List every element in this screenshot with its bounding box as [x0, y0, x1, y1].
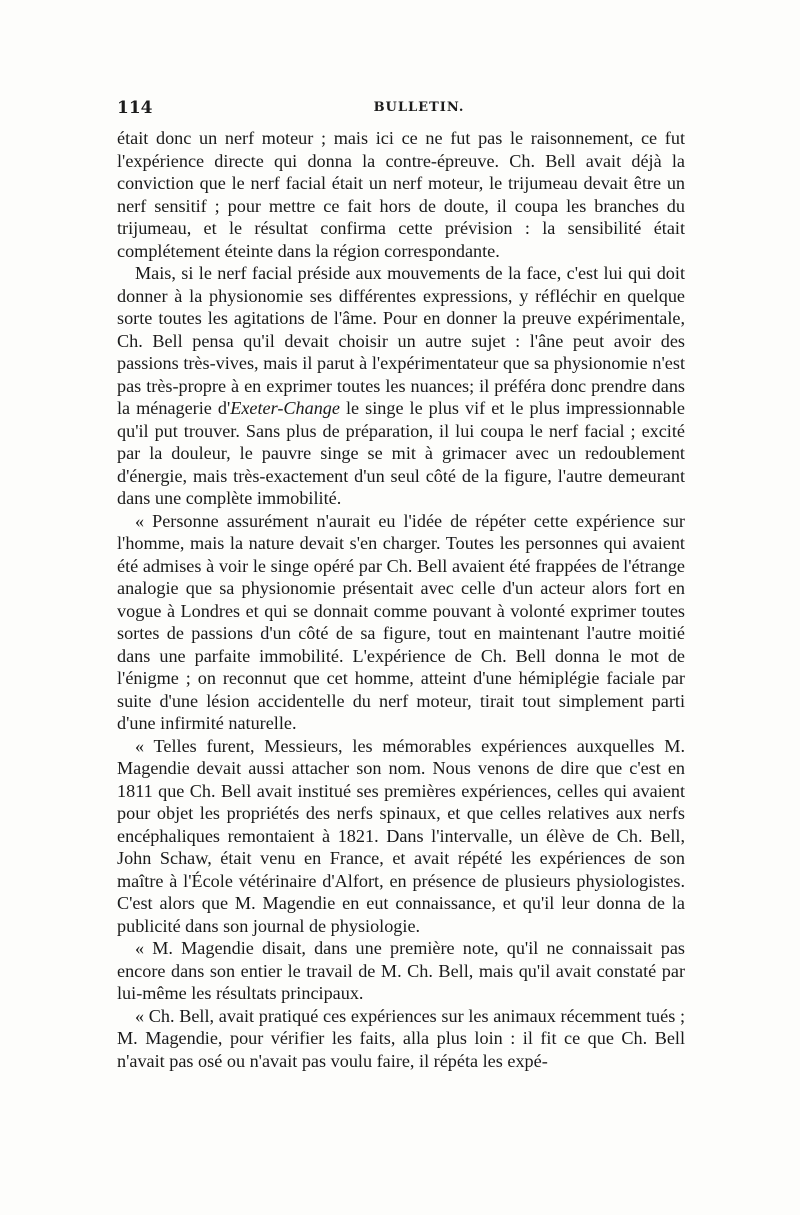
paragraph-3: « Personne assurément n'aurait eu l'idée de répéter cette expérience sur l'homme, mais la nature devait s'en charger. Toutes les personnes qui avaient été admises à voir le singe opéré par Ch. Bell avaient été frappées de l'étrange analogie que sa physionomie présentait avec celle d'un acteur alors fort en vogue à Londres et qui se donnait comme pouvant à volonté exprimer toutes sortes de passions d'un côté de sa figure, tout en maintenant l'autre moitié dans une parfaite immobilité. L'expérience de Ch. Bell donna le mot de l'énigme ; on reconnut que cet homme, atteint d'une hémiplégie faciale par suite d'une lésion accidentelle du nerf moteur, tirait tout simplement parti d'une infirmité naturelle.	[117, 510, 685, 733]
page-number: 114	[117, 98, 153, 118]
paragraph-5: « M. Magendie disait, dans une première note, qu'il ne connaissait pas encore dans son entier le travail de M. Ch. Bell, mais qu'il avait constaté par lui-même les résultats principaux.	[117, 938, 685, 1003]
paragraph-2	[117, 262, 685, 510]
paragraph-1: était donc un nerf moteur ; mais ici ce ne fut pas le raisonnement, ce fut l'expérience directe qui donna la contre-épreuve. Ch. Bell avait déjà la conviction que le nerf facial était un nerf moteur, le trijumeau devait être un nerf sensitif ; pour mettre ce fait hors de doute, il coupa les branches du trijumeau, et le résultat confirma cette prévision : la sensibilité était complétement éteinte dans la région correspondante.	[117, 128, 685, 261]
body-text	[117, 127, 685, 1072]
paragraph-2-part-1: Mais, si le nerf facial préside aux mouvements de la face, c'est lui qui doit donner à la physionomie ses différentes expressions, y réfléchir en quelque sorte toutes les agitations de l'âme. Pour en donner la preuve expérimentale, Ch. Bell pensa qu'il devait choisir un autre sujet : l'âne peut avoir des passions très-vives, mais il parut à l'expérimentateur que sa physionomie n'est pas très-propre à en exprimer toutes les nuances; il préféra donc prendre dans la ménagerie d'	[117, 263, 685, 418]
page-header	[117, 98, 685, 122]
italic-place-name: Exeter-Change	[230, 398, 340, 418]
paragraph-4: « Telles furent, Messieurs, les mémorables expériences auxquelles M. Magendie devait aussi attacher son nom. Nous venons de dire que c'est en 1811 que Ch. Bell avait institué ses premières expériences, celles qui avaient pour objet les propriétés des nerfs spinaux, et que celles relatives aux nerfs encéphaliques remontaient à 1821. Dans l'intervalle, un élève de Ch. Bell, John Schaw, était venu en France, et avait répété les expériences de son maître à l'École vétérinaire d'Alfort, en présence de plusieurs physiologistes. C'est alors que M. Magendie en eut connaissance, et qu'il leur donna de la publicité dans son journal de physiologie.	[117, 735, 685, 936]
running-head: BULLETIN.	[373, 100, 465, 115]
paragraph-2-part-2: le singe le plus vif et le plus impressionnable qu'il put trouver. Sans plus de préparation, il lui coupa le nerf facial ; excité par la douleur, le pauvre singe se mit à grimacer avec un redoublement d'énergie, mais très-exactement d'un seul côté de la figure, l'autre demeurant dans une complète immobilité.	[117, 398, 685, 508]
paragraph-6: « Ch. Bell, avait pratiqué ces expériences sur les animaux récemment tués ; M. Magendie, pour vérifier les faits, alla plus loin : il fit ce que Ch. Bell n'avait pas osé ou n'avait pas voulu faire, il répéta les expé-	[117, 1005, 685, 1071]
